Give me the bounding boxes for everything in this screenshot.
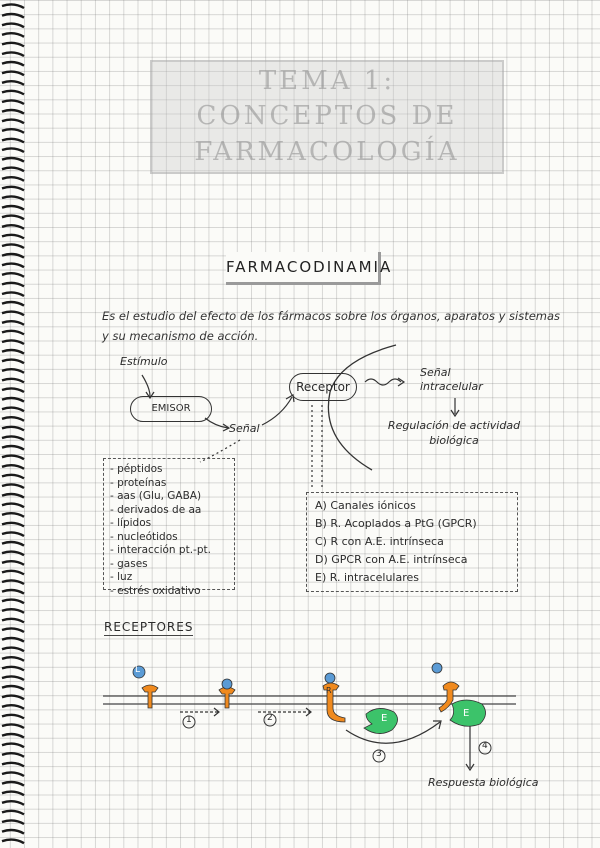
receptor-type-item: D) GPCR con A.E. intrínseca	[315, 553, 468, 566]
section-heading: FARMACODINAMIA	[226, 252, 381, 285]
signal-type-item: - luz	[110, 571, 133, 583]
receptor-type-item: E) R. intracelulares	[315, 571, 420, 584]
receptor-type-item: B) R. Acoplados a PtG (GPCR)	[315, 517, 477, 530]
signal-type-item: - interacción pt.-pt.	[110, 544, 211, 556]
signal-type-item: - aas (Glu, GABA)	[110, 490, 202, 502]
signal-type-item: - derivados de aa	[110, 503, 202, 516]
signal-type-item: - estrés oxidativo	[110, 584, 201, 597]
receptors-heading: RECEPTORES	[104, 620, 194, 634]
step-3: 3	[376, 749, 382, 759]
title-line-1: TEMA 1: CONCEPTOS DE	[196, 66, 458, 132]
ligand-2	[222, 679, 232, 689]
step-4: 4	[482, 741, 488, 751]
receptor-type-item: A) Canales iónicos	[315, 499, 416, 512]
stimulus-label: Estímulo	[120, 355, 168, 368]
ligand-3	[325, 673, 335, 683]
regulation-label: Regulación de actividad biológica	[387, 419, 521, 447]
emitter-node: EMISOR	[130, 396, 212, 422]
stage-3	[323, 673, 398, 734]
signal-type-item: - gases	[110, 557, 148, 570]
signal-type-item: - péptidos	[110, 463, 163, 475]
stage-4	[432, 663, 486, 726]
receptor-node: Receptor	[289, 373, 357, 401]
definition-text: Es el estudio del efecto de los fármacos sobre los órganos, aparatos y sistemas y su mecanismo de acción.	[102, 309, 561, 343]
signal-type-item: - lípidos	[110, 517, 152, 529]
step-1: 1	[186, 715, 192, 725]
title-line-2: FARMACOLOGÍA	[194, 136, 460, 167]
intracellular-signal-label: Señal intracelular	[420, 366, 483, 393]
ligand-label: L	[135, 665, 141, 675]
receptor-label: R	[326, 686, 332, 695]
ligand-4	[432, 663, 442, 673]
response-label: Respuesta biológica	[428, 776, 539, 789]
receptor-2	[219, 687, 235, 708]
receptor-type-item: C) R con A.E. intrínseca	[315, 535, 444, 548]
step-2: 2	[267, 713, 273, 723]
signal-type-item: - nucleótidos	[110, 530, 178, 543]
signal-type-item: - proteínas	[110, 476, 167, 489]
enzyme-label-2: E	[463, 708, 470, 719]
signal-label: Señal	[229, 422, 260, 435]
enzyme-label-1: E	[381, 713, 388, 724]
